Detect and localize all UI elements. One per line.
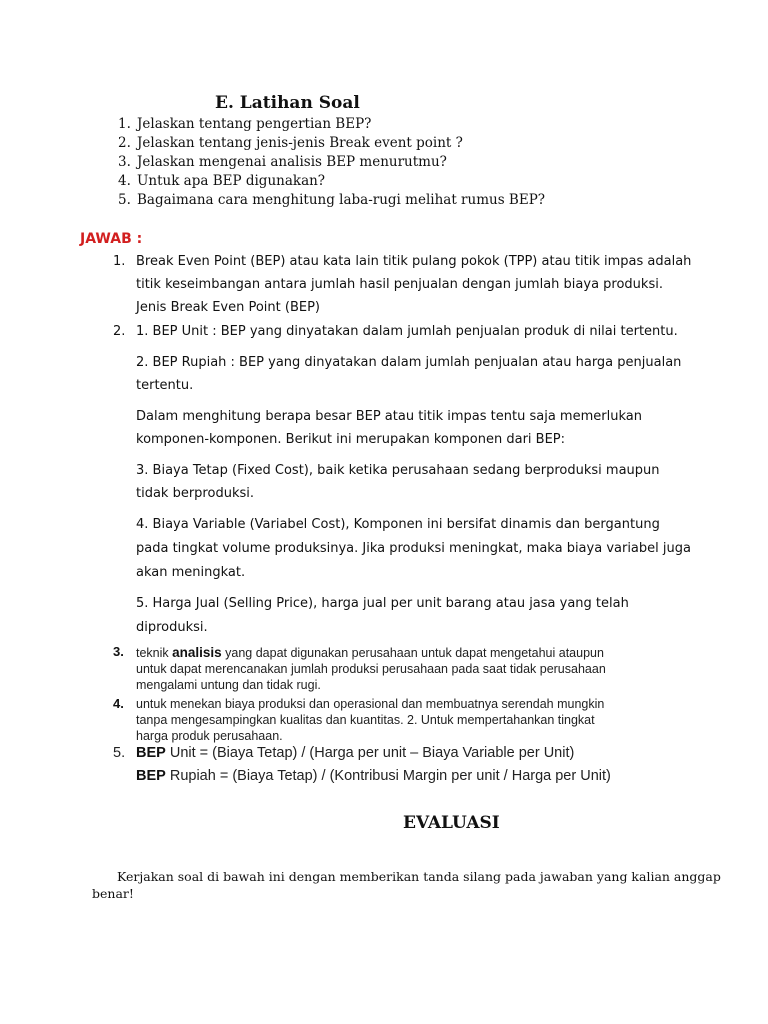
- answer-line: Break Even Point (BEP) atau kata lain titik pulang pokok (TPP) atau titik impas adalah: [136, 254, 692, 269]
- answer-number: 5.: [113, 745, 126, 761]
- question-text: Untuk apa BEP digunakan?: [137, 173, 326, 189]
- answer-line: untuk dapat merencanakan jumlah produksi perusahaan pada saat tidak perusahaan: [136, 662, 606, 676]
- question-text: Jelaskan mengenai analisis BEP menurutmu?: [137, 154, 447, 170]
- formula-bep-rupiah: BEP Rupiah = (Biaya Tetap) / (Kontribusi Margin per unit / Harga per Unit): [136, 768, 611, 784]
- question-number: 5.: [118, 192, 131, 208]
- question-number: 3.: [118, 154, 131, 170]
- answer-line: 3. Biaya Tetap (Fixed Cost), baik ketika perusahaan sedang berproduksi maupun: [136, 463, 660, 478]
- formula-bep-unit: BEP Unit = (Biaya Tetap) / (Harga per unit – Biaya Variable per Unit): [136, 745, 575, 761]
- instruction-line: benar!: [92, 886, 134, 901]
- section-title: E. Latihan Soal: [215, 93, 360, 113]
- answer-line: titik keseimbangan antara jumlah hasil penjualan dengan jumlah biaya produksi.: [136, 277, 663, 292]
- answer-line: untuk menekan biaya produksi dan operasional dan membuatnya serendah mungkin: [136, 697, 605, 711]
- answer-line: pada tingkat volume produksinya. Jika produksi meningkat, maka biaya variabel juga: [136, 541, 691, 556]
- answer-number: 3.: [113, 644, 124, 659]
- evaluasi-title: EVALUASI: [403, 813, 500, 833]
- question-number: 4.: [118, 173, 131, 189]
- instruction-line: Kerjakan soal di bawah ini dengan memberikan tanda silang pada jawaban yang kalian anggap: [117, 869, 721, 884]
- question-number: 2.: [118, 135, 131, 151]
- answer-line: 1. BEP Unit : BEP yang dinyatakan dalam jumlah penjualan produk di nilai tertentu.: [136, 324, 678, 339]
- answer-line: komponen-komponen. Berikut ini merupakan komponen dari BEP:: [136, 432, 566, 447]
- answer-number: 4.: [113, 696, 124, 711]
- answer-line: mengalami untung dan tidak rugi.: [136, 678, 321, 692]
- answer-line: tidak berproduksi.: [136, 486, 254, 501]
- answer-line: akan meningkat.: [136, 565, 246, 580]
- answer-line: 2. BEP Rupiah : BEP yang dinyatakan dalam jumlah penjualan atau harga penjualan: [136, 355, 682, 370]
- question-text: Jelaskan tentang jenis-jenis Break event point ?: [137, 135, 463, 151]
- answer-line: diproduksi.: [136, 620, 208, 635]
- answer-line: Dalam menghitung berapa besar BEP atau titik impas tentu saja memerlukan: [136, 409, 642, 424]
- answer-line: tertentu.: [136, 378, 194, 393]
- answer-line: 4. Biaya Variable (Variabel Cost), Komponen ini bersifat dinamis dan bergantung: [136, 517, 660, 532]
- answer-number: 2.: [113, 324, 126, 339]
- jawab-label: JAWAB :: [80, 231, 143, 247]
- answer-line: harga produk perusahaan.: [136, 729, 283, 743]
- question-number: 1.: [118, 116, 131, 132]
- question-text: Bagaimana cara menghitung laba-rugi melihat rumus BEP?: [137, 192, 546, 208]
- answer-line: tanpa mengesampingkan kualitas dan kuantitas. 2. Untuk mempertahankan tingkat: [136, 713, 595, 727]
- question-text: Jelaskan tentang pengertian BEP?: [137, 116, 372, 132]
- bold-term: analisis: [172, 645, 222, 660]
- answer-number: 1.: [113, 254, 126, 269]
- answer-line: 5. Harga Jual (Selling Price), harga jual per unit barang atau jasa yang telah: [136, 596, 629, 611]
- answer-line: teknik analisis yang dapat digunakan perusahaan untuk dapat mengetahui ataupun: [136, 645, 604, 660]
- answer-line: Jenis Break Even Point (BEP): [136, 300, 320, 315]
